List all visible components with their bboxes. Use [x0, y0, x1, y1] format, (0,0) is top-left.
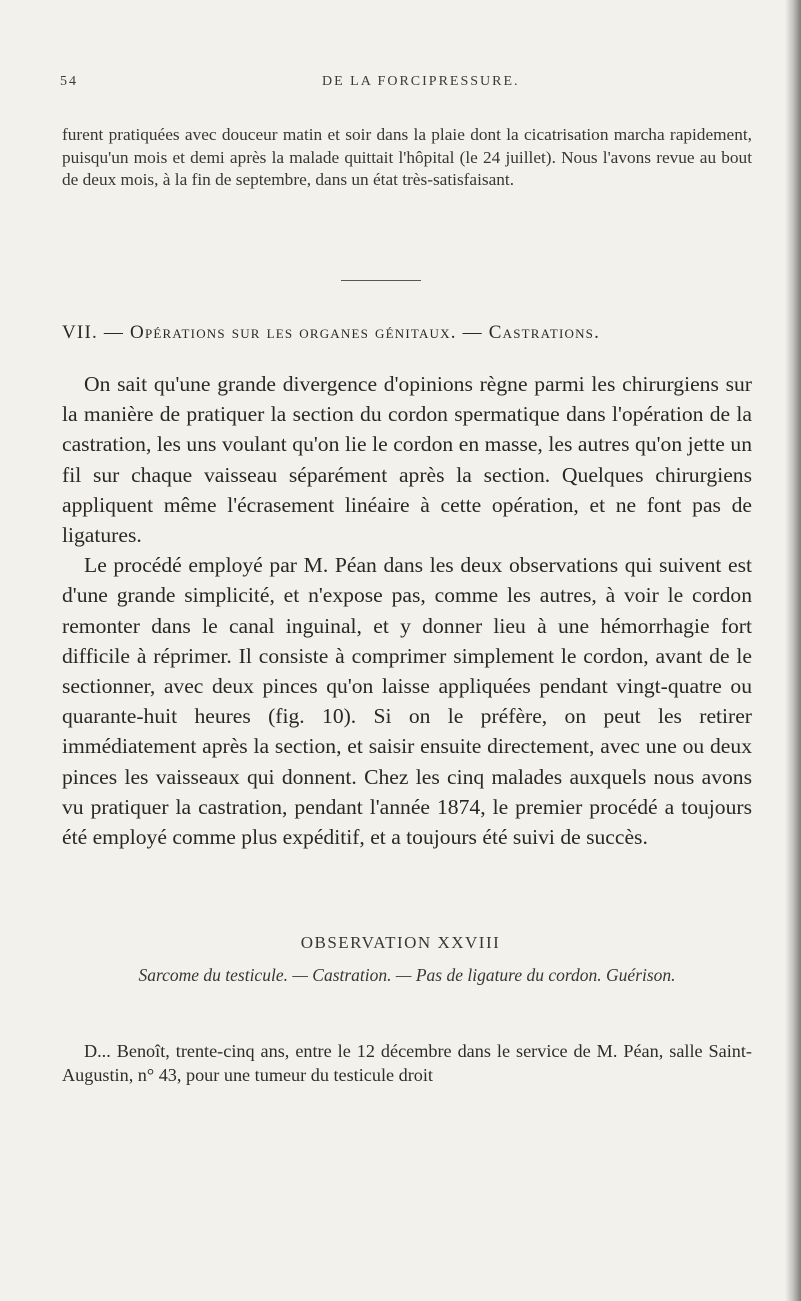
running-head — [60, 74, 750, 98]
running-title: DE LA FORCIPRESSURE. — [322, 74, 520, 89]
section-body — [62, 369, 752, 852]
body-paragraph: Le procédé employé par M. Péan dans les deux observations qui suivent est d'une grande simplicité, et n'expose pas, comme les autres, à voir le cordon remonter dans le canal inguinal, et y donner lieu à une hémorrhagie fort difficile à réprimer. Il consiste à comprimer simplement le cordon, avant de le sectionner, avec deux pinces qu'on laisse appliquées pendant vingt-quatre ou quarante-huit heures (fig. 10). Si on le préfère, on peut les retirer immédiatement après la section, et saisir ensuite directement, avec une ou deux pinces les vaisseaux qui donnent. Chez les cinq malades auxquels nous avons vu pratiquer la castration, pendant l'année 1874, le premier procédé a toujours été employé comme plus expéditif, et a toujours été suivi de succès. — [62, 553, 752, 850]
carry-over-paragraph: furent pratiquées avec douceur matin et soir dans la plaie dont la cicatrisation marcha rapidement, puisqu'un mois et demi après la malade quittait l'hôpital (le 24 juillet). Nous l'avons revue au bout de deux mois, à la fin de septembre, dans un état très-satisfaisant. — [62, 125, 752, 189]
observation-paragraph: D... Benoît, trente-cinq ans, entre le 12 décembre dans le service de M. Péan, salle Saint-Augustin, n° 43, pour une tumeur du testicule droit — [62, 1041, 752, 1085]
section-heading: VII. — Opérations sur les organes génitaux. — Castrations. — [62, 322, 601, 343]
section-divider — [341, 280, 421, 281]
page-number: 54 — [60, 74, 78, 89]
observation-body — [62, 1039, 752, 1087]
observation-subtitle: Sarcome du testicule. — Castration. — Pas de ligature du cordon. Guérison. — [138, 965, 676, 985]
body-paragraph: On sait qu'une grande divergence d'opinions règne parmi les chirurgiens sur la manière de pratiquer la section du cordon spermatique dans l'opération de la castration, les uns voulant qu'on lie le cordon en masse, les autres qu'on jette un fil sur chaque vaisseau séparément après la section. Quelques chirurgiens appliquent même l'écrasement linéaire à cette opération, et ne font pas de ligatures. — [62, 372, 752, 548]
page-edge-shadow — [785, 0, 801, 1301]
observation-title: OBSERVATION XXVIII — [300, 933, 501, 952]
